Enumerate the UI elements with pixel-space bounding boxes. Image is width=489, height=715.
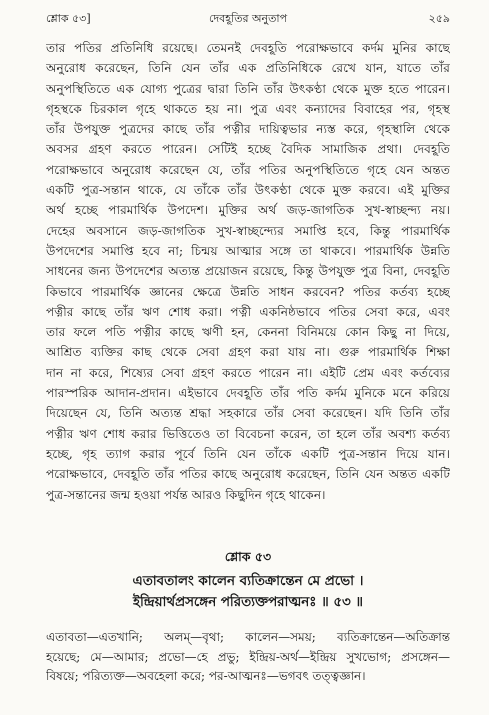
paragraph-line: দান না করে, শিষ্যের সেবা গ্রহণ করতে পারেন না। এইটি প্রেম এবং কর্তব্যের [46,365,450,380]
paragraph-line: পত্নীর কাছে তাঁর ঋণ শোধ করা। পত্নী একনিষ্ঠভাবে পতির সেবা করে, এবং [46,304,450,319]
synonym-line: এতাবতা—এতখানি; অলম্—বৃথা; কালেন—সময়; ব্যতিক্রান্তেন—অতিক্রান্ত [46,630,450,644]
paragraph-line: তার পতির প্রতিনিধি রয়েছে। তেমনই দেবহূতি পরোক্ষভাবে কর্দম মুনির কাছে [46,41,450,55]
verse-line: এতাবতালং কালেন ব্যতিক্রান্তেন মে প্রভো । [132,573,364,589]
paragraph-line: পুত্র-সন্তানের জন্ম হওয়া পর্যন্ত আরও কিছুদিন গৃহে থাকেন। [46,487,326,502]
paragraph-line: তার ফলে পতি পত্নীর কাছে ঋণী হন, কেননা বিনিময়ে কোন কিছু না দিয়ে, [46,325,450,340]
paragraph-line: গৃহস্থকে চিরকাল গৃহে থাকতে হয় না। পুত্র এবং কন্যাদের বিবাহের পর, গৃহস্থ [46,101,450,116]
paragraph-line: অর্থ হচ্ছে পারমার্থিক উপদেশ। মুক্তির অর্থ জড়-জাগতিক সুখ-স্বাচ্ছন্দ্য নয়। [46,203,450,218]
verse-number: শ্লোক ৫৩ [224,549,272,564]
header-chapter-title: দেবহূতির অনুতাপ [208,12,288,25]
paragraph-line: দিয়েছেন যে, তিনি অত্যন্ত শ্রদ্ধা সহকারে তাঁর সেবা করেছেন। যদি তিনি তাঁর [46,406,450,421]
purport-paragraph [46,38,450,505]
paragraph-line: পারস্পরিক আদান-প্রদান। এইভাবে দেবহূতি তাঁর পতি কর্দম মুনিকে মনে করিয়ে [46,386,450,401]
paragraph-line: তাঁর উপযুক্ত পুত্রদের কাছে তাঁর পত্নীর দায়িত্বভার ন্যস্ত করে, গৃহস্থালি থেকে [46,122,450,137]
paragraph-line: পরোক্ষভাবে, দেবহূতি তাঁর পতির কাছে অনুরোধ করেছেন, তিনি যেন অন্তত একটি [46,467,450,482]
header-page-number: ২৫৯ [428,12,450,25]
paragraph-line: অনুরোধ করেছেন, তিনি যেন তাঁর এক প্রতিনিধিকে রেখে যান, যাতে তাঁর [46,61,450,76]
verse-line: ইন্দ্রিয়ার্থপ্রসঙ্গেন পরিত্যক্তপরাত্মনঃ ॥ ৫৩ ॥ [133,594,363,610]
paragraph-line: অবসর গ্রহণ করতে পারেন। সেটিই হচ্ছে বৈদিক সামাজিক প্রথা। দেবহূতি [46,142,450,157]
sanskrit-verse [46,571,450,613]
paragraph-line: পরোক্ষভাবে অনুরোধ করেছেন যে, তাঁর পতির অনুপস্থিতিতে গৃহে যেন অন্তত [46,162,450,177]
paragraph-line: পত্নীর ঋণ শোধ করার ভিত্তিতেও তা বিবেচনা করেন, তা হলে তাঁর অবশ্য কর্তব্য [46,426,450,441]
header-verse-reference: শ্লোক ৫৩] [46,12,91,25]
synonym-line: বিষয়ে; পরিত্যক্ত—অবহেলা করে; পর-আত্মনঃ—ভগবৎ তত্ত্বজ্ঞান। [46,669,366,683]
paragraph-line: দেহের অবসানে জড়-জাগতিক সুখ-স্বাচ্ছন্দ্যের সমাপ্তি হবে, কিন্তু পারমার্থিক [46,223,450,238]
paragraph-line: কিভাবে পারমার্থিক জ্ঞানের ক্ষেত্রে উন্নতি সাধন করবেন? পতির কর্তব্য হচ্ছে [46,284,450,299]
page-header [46,10,450,28]
paragraph-line: আশ্রিত ব্যক্তির কাছ থেকে সেবা গ্রহণ করা যায় না। গুরু পারমার্থিক শিক্ষা [46,345,450,360]
paragraph-line: সাধনের জন্য উপদেশের অত্যন্ত প্রয়োজন রয়েছে, কিন্তু উপযুক্ত পুত্র বিনা, দেবহূতি [46,264,450,279]
synonym-line: হয়েছে; মে—আমার; প্রভো—হে প্রভু; ইন্দ্রিয়-অর্থ—ইন্দ্রিয় সুখভোগ; প্রসঙ্গেন— [46,649,450,664]
paragraph-line: অনুপস্থিতিতে এক যোগ্য পুত্রের দ্বারা তিনি তাঁর উৎকণ্ঠা থেকে মুক্ত হতে পারেন। [46,81,450,96]
paragraph-line: হচ্ছে, গৃহ ত্যাগ করার পূর্বে তিনি যেন তাঁকে একটি পুত্র-সন্তান দিয়ে যান। [46,446,450,461]
word-synonyms [46,628,450,687]
paragraph-line: উপদেশের সমাপ্তি হবে না; চিন্ময় আত্মার সঙ্গে তা থাকবে। পারমার্থিক উন্নতি [46,243,450,258]
paragraph-line: একটি পুত্র-সন্তান থাকে, যে তাঁকে তাঁর উৎকণ্ঠা থেকে মুক্ত করবে। এই মুক্তির [46,183,450,198]
